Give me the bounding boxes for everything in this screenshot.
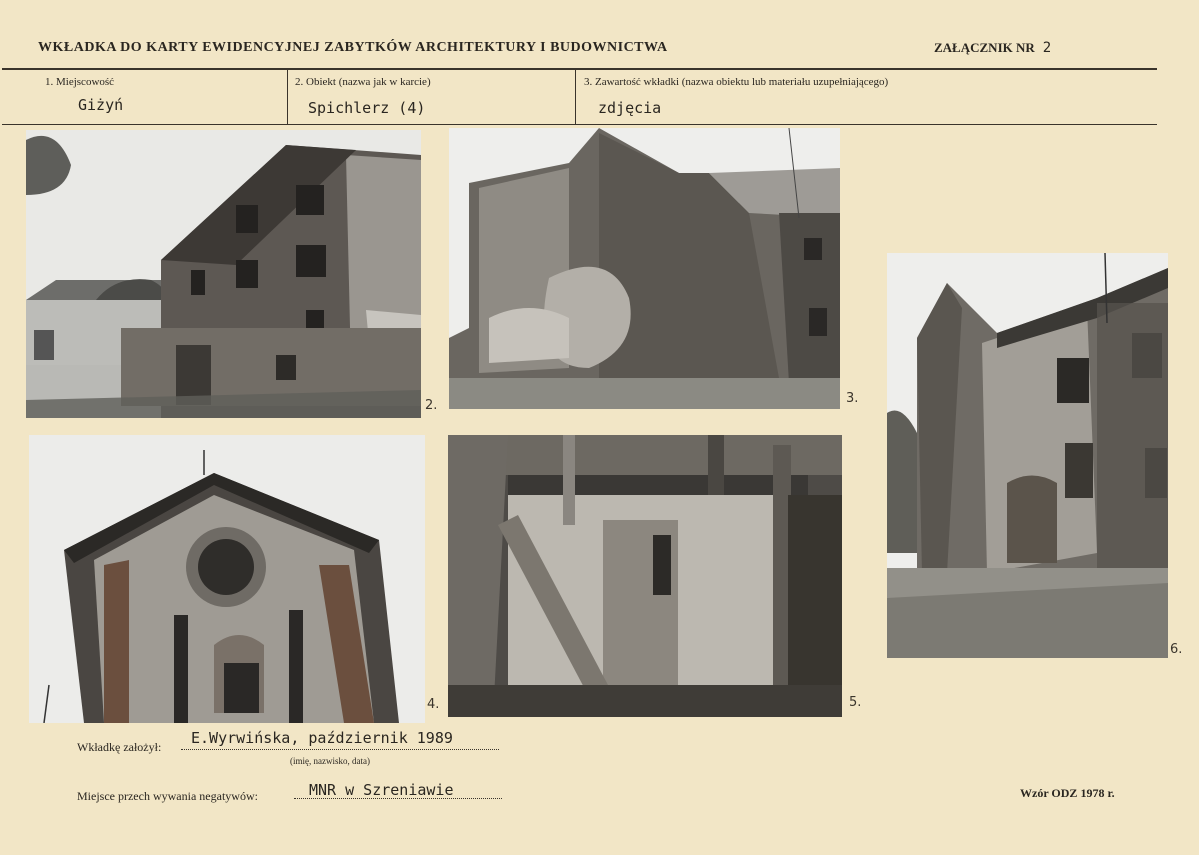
photo-granary-side-door [887,253,1168,658]
field-divider-1 [287,70,288,124]
photo-number-5: 5. [849,695,862,710]
negatives-label-end: wywania negatywów: [152,789,258,803]
photo-number-2: 2. [425,398,438,413]
photo-interior-image [448,435,842,717]
photo-granary-corner-view [26,130,421,418]
field-divider-2 [575,70,576,124]
annex-number: 2 [1042,40,1052,56]
photo-gable-clock-image [29,435,425,723]
annex-label-text: ZAŁĄCZNIK NR [934,40,1035,55]
header-rule-top [2,68,1157,70]
photo-gable-clock-top [29,435,425,723]
negatives-location-value: MNR w Szreniawie [309,781,454,799]
photo-number-4: 4. [427,697,440,712]
created-by-value: E.Wyrwińska, październik 1989 [191,729,453,747]
content-label: 3. Zawartość wkładki (nazwa obiektu lub materiału uzupełniającego) [584,76,889,88]
photo-side-door-image [887,253,1168,658]
photo-granary-corner-image [26,130,421,418]
negatives-location-line [294,798,502,799]
negatives-location-label [77,789,258,804]
locality-label: 1. Miejscowość [45,76,115,88]
object-label: 2. Obiekt (nazwa jak w karcie) [295,76,431,88]
form-model: Wzór ODZ 1978 r. [1020,786,1115,800]
created-by-line [181,749,499,750]
header-rule-bottom [2,124,1157,125]
negatives-label-start: Miejsce przech [77,789,150,803]
created-by-hint: (imię, nazwisko, data) [290,756,370,766]
created-by-label: Wkładkę założył: [77,740,162,754]
photo-number-3: 3. [846,391,859,406]
photo-number-6: 6. [1170,642,1183,657]
annex-label [934,40,1051,56]
photo-gable-wall-image [449,128,840,409]
object-value: Spichlerz (4) [308,99,426,117]
photo-granary-gable-wall [449,128,840,409]
card-title: WKŁADKA DO KARTY EWIDENCYJNEJ ZABYTKÓW ARCHITEKTURY I BUDOWNICTWA [38,40,668,55]
photo-granary-interior [448,435,842,717]
content-value: zdjęcia [598,99,662,117]
locality-value: Giżyń [78,96,124,114]
